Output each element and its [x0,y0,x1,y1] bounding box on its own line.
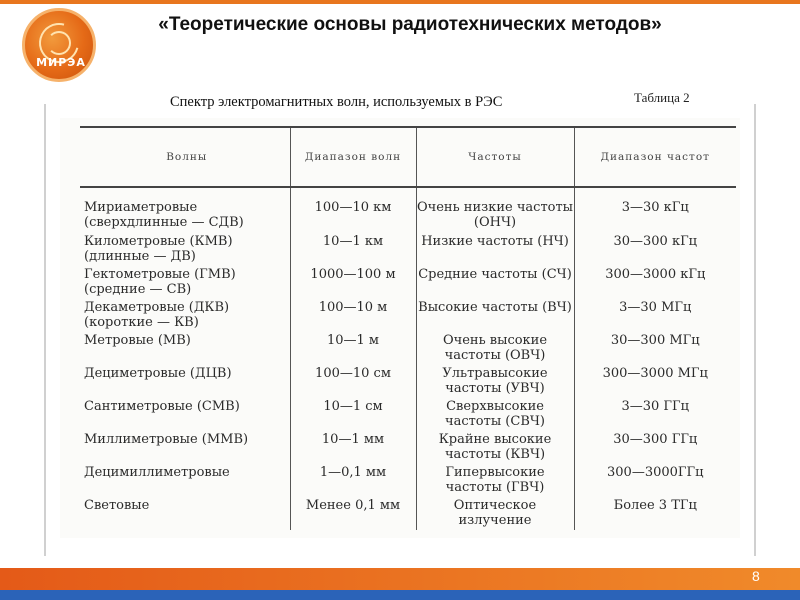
cell-frequency-range: 3—30 МГц [574,299,736,332]
cell-wave-range: 100—10 см [290,365,416,398]
column-header-waves: Волны [80,127,290,187]
cell-wave-range: Менее 0,1 мм [290,497,416,530]
table-row [80,299,736,332]
cell-frequency-range: 30—300 МГц [574,332,736,365]
cell-frequency-name: Оптическое излучение [416,497,574,530]
cell-wave-range: 100—10 м [290,299,416,332]
table-row [80,365,736,398]
footer-blue-stripe [0,590,800,600]
header-stripe [0,0,800,4]
cell-wave-name: Дециметровые (ДЦВ) [84,366,232,381]
header-bar [0,0,800,86]
cell-frequency-range: 3—30 ГГц [574,398,736,431]
cell-frequency-range: 30—300 ГГц [574,431,736,464]
cell-frequency-name: Крайне высокие частоты (КВЧ) [416,431,574,464]
cell-wave-range: 10—1 км [290,233,416,266]
cell-frequency-range: 3—30 кГц [574,187,736,233]
page-number: 8 [752,568,760,584]
cell-frequency-name: Высокие частоты (ВЧ) [416,299,574,332]
cell-frequency-range: 300—3000 кГц [574,266,736,299]
cell-frequency-name: Очень высокие частоты (ОВЧ) [416,332,574,365]
cell-wave-range: 1—0,1 мм [290,464,416,497]
table-header-row [80,127,736,187]
spectrum-table [80,126,736,530]
cell-wave-range: 10—1 см [290,398,416,431]
table-row [80,464,736,497]
table-row [80,431,736,464]
table-row [80,332,736,365]
cell-frequency-name: Сверхвысокие частоты (СВЧ) [416,398,574,431]
table-row [80,233,736,266]
table-row [80,497,736,530]
cell-wave-name: Сантиметровые (СМВ) [84,399,240,414]
cell-wave-name: Децимиллиметровые [84,465,230,480]
cell-frequency-name: Очень низкие частоты (ОНЧ) [416,187,574,233]
cell-wave-range: 10—1 мм [290,431,416,464]
logo-inner-ring-icon [47,31,71,55]
cell-wave-name: Мириаметровые (сверхдлинные — СДВ) [84,200,244,230]
cell-frequency-range: 30—300 кГц [574,233,736,266]
cell-frequency-range: Более 3 ТГц [574,497,736,530]
table-row [80,266,736,299]
cell-frequency-name: Средние частоты (СЧ) [416,266,574,299]
mirea-logo [22,8,96,82]
cell-frequency-range: 300—3000 МГц [574,365,736,398]
cell-frequency-name: Ультравысокие частоты (УВЧ) [416,365,574,398]
table-row [80,398,736,431]
column-header-frequencies: Частоты [416,127,574,187]
cell-wave-range: 1000—100 м [290,266,416,299]
table-body [80,187,736,530]
cell-wave-name: Миллиметровые (ММВ) [84,432,249,447]
cell-frequency-name: Низкие частоты (НЧ) [416,233,574,266]
cell-wave-name: Гектометровые (ГМВ) (средние — СВ) [84,267,236,297]
logo-text: МИРЭА [36,56,86,69]
cell-frequency-range: 300—3000ГГц [574,464,736,497]
cell-wave-name: Декаметровые (ДКВ) (короткие — КВ) [84,300,230,330]
column-header-wave-range: Диапазон волн [290,127,416,187]
cell-wave-range: 10—1 м [290,332,416,365]
table-row [80,187,736,233]
cell-wave-range: 100—10 км [290,187,416,233]
cell-wave-name: Световые [84,498,150,513]
table-caption: Спектр электромагнитных волн, используемых в РЭС [170,94,503,110]
table-label: Таблица 2 [634,90,690,105]
column-header-frequency-range: Диапазон частот [574,127,736,187]
cell-wave-name: Километровые (КМВ) (длинные — ДВ) [84,234,233,264]
cell-wave-name: Метровые (МВ) [84,333,191,348]
cell-frequency-name: Гипервысокие частоты (ГВЧ) [416,464,574,497]
slide-title: «Теоретические основы радиотехнических методов» [158,14,662,35]
